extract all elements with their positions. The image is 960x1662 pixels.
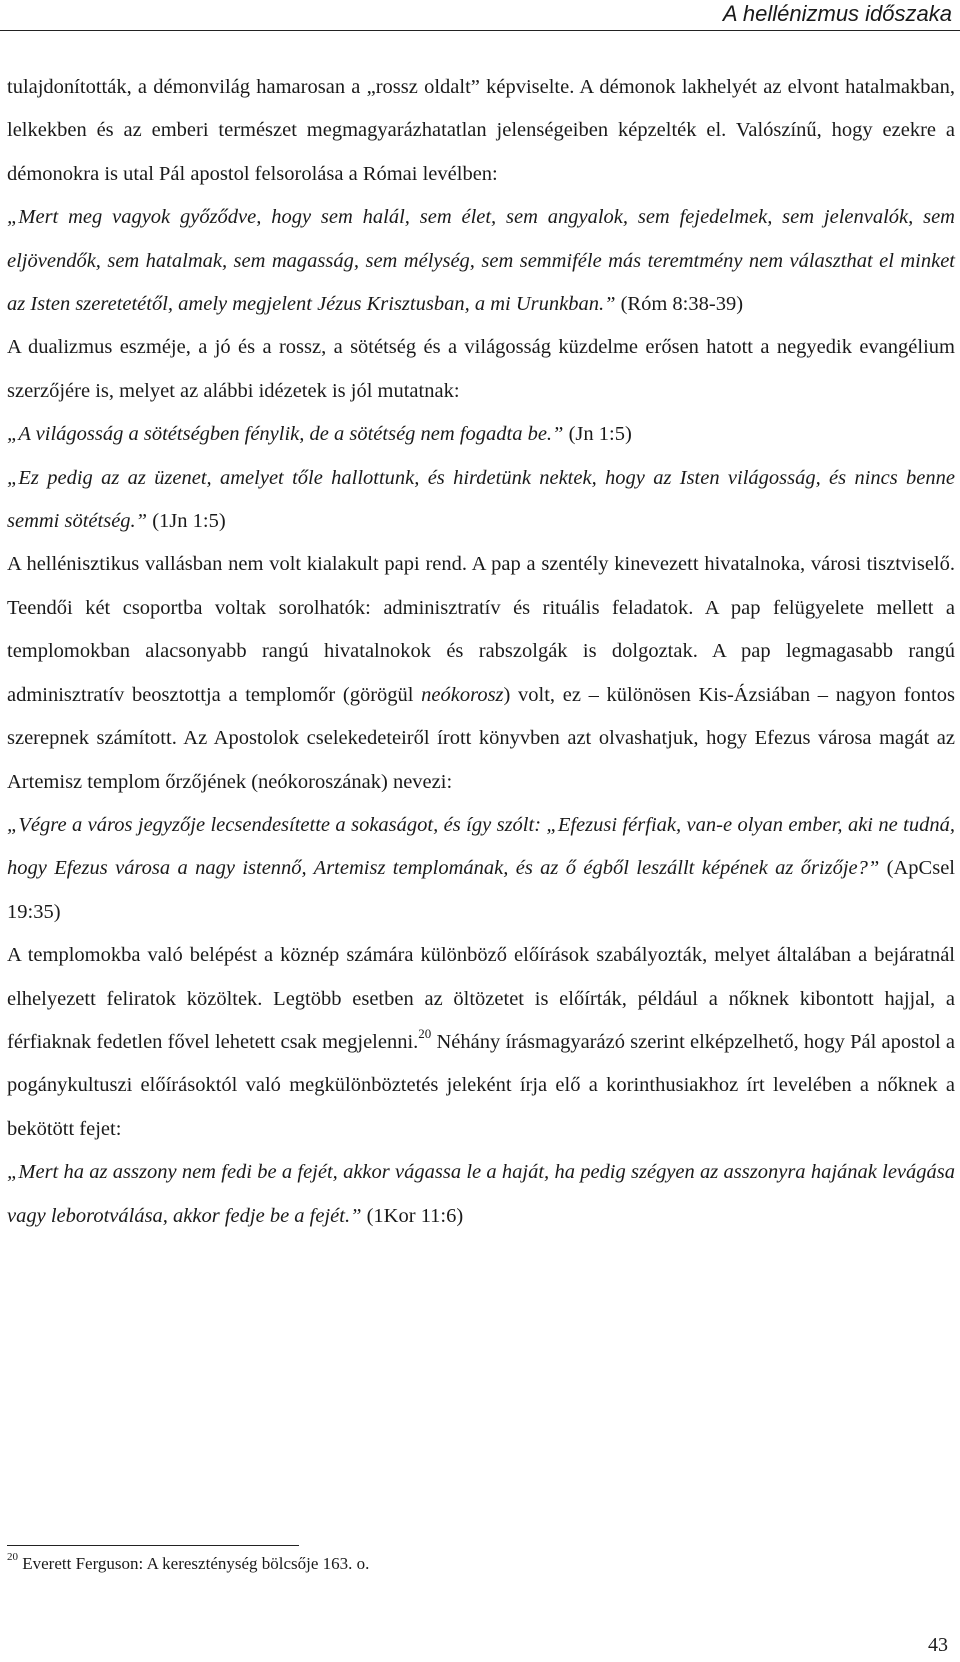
header-rule [0,30,960,31]
footnote-rule [7,1545,299,1546]
quote-paragraph [7,1151,955,1238]
quotation: „Mert meg vagyok győződve, hogy sem halál, sem élet, sem angyalok, sem fejedelmek, sem jelenvalók, sem eljövendők, sem hatalmak, sem magasság, sem mélység, sem semmiféle más teremtmény nem választhat el minket az Isten szeretetétől, amely megjelent Jézus Krisztusban, a mi Urunkban.” [7,206,955,316]
citation: (Róm 8:38-39) [615,293,744,316]
quote-paragraph [7,413,955,456]
paragraph [7,326,955,413]
citation: (ApCsel 19:35) [7,857,955,923]
quotation: „A világosság a sötétségben fénylik, de a sötétség nem fogadta be.” [7,423,564,446]
quote-paragraph [7,196,955,326]
citation: (Jn 1:5) [563,423,632,446]
citation: (1Jn 1:5) [147,510,226,533]
paragraph [7,543,955,803]
footnote-text: Everett Ferguson: A kereszténység bölcsője 163. o. [18,1554,370,1573]
italic-term: neókorosz [421,683,504,706]
paragraph-text: ) volt, ez – különösen Kis-Ázsiában – nagyon fontos szerepnek számított. Az Apostolok cselekedeteiről írott könyvben azt olvashatjuk, hogy Efezus városa magát az Artemisz templom őrzőjének (neókoroszának) nevezi: [7,683,955,793]
footnote-number: 20 [7,1551,18,1564]
paragraph-text: A templomokba való belépést a köznép számára különböző előírások szabályozták, melyet általában a bejáratnál elhelyezett feliratok közöltek. Legtöbb esetben az öltözetet is előírták, például a nőknek kibontott hajjal, a férfiaknak fedetlen fővel lehetett csak megjelenni. [7,944,955,1053]
citation: (1Kor 11:6) [361,1204,464,1227]
footnote [7,1551,370,1574]
paragraph-text: tulajdonították, a démonvilág hamarosan a „rossz oldalt” képviselte. A démonok lakhelyét az elvont hatalmakban, lelkekben és az emberi természet megmagyarázhatatlan jelenségeiben képzelték el. Valószínű, hogy ezekre a démonokra is utal Pál apostol felsorolása a Római levélben: [7,76,955,185]
page-header [0,0,960,40]
running-header-title: A hellénizmus időszaka [722,1,952,26]
page-number: 43 [928,1634,948,1656]
quote-paragraph [7,804,955,934]
main-text [7,66,955,1238]
footnote-marker[interactable]: 20 [418,1026,432,1042]
paragraph-text: A hellénisztikus vallásban nem volt kialakult papi rend. A pap a szentély kinevezett hivatalnoka, városi tisztviselő. Teendői két csoportba voltak sorolhatók: adminisztratív és rituális feladatok. A pap felügyelete mellett a templomokban alacsonyabb rangú hivatalnokok és rabszolgák is dolgoztak. A pap legmagasabb rangú adminisztratív beosztottja a templomőr (görögül [7,553,955,706]
quote-paragraph [7,457,955,544]
quotation: „Végre a város jegyzője lecsendesítette a sokaságot, és így szólt: „Efezusi férfiak, van-e olyan ember, aki ne tudná, hogy Efezus városa a nagy istennő, Artemisz templomának, és az ő égből leszállt képének az őrizője?” [7,813,955,880]
quotation: „Mert ha az asszony nem fedi be a fejét, akkor vágassa le a haját, ha pedig szégyen az asszonyra hajának levágása vagy leborotválása, akkor fedje be a fejét.” [7,1161,955,1227]
paragraph [7,934,955,1151]
paragraph [7,66,955,196]
paragraph-text: Néhány írásmagyarázó szerint elképzelhető, hogy Pál apostol a pogánykultuszi előírásoktól való megkülönböztetés jeleként írja elő a korinthusiakhoz írt levelében a nőknek a bekötött fejet: [7,1030,955,1140]
paragraph-text: A dualizmus eszméje, a jó és a rossz, a sötétség és a világosság küzdelme erősen hatott a negyedik evangélium szerzőjére is, melyet az alábbi idézetek is jól mutatnak: [7,336,955,402]
quotation: „Ez pedig az az üzenet, amelyet tőle hallottunk, és hirdetünk nektek, hogy az Isten világosság, és nincs benne semmi sötétség.” [7,466,955,533]
